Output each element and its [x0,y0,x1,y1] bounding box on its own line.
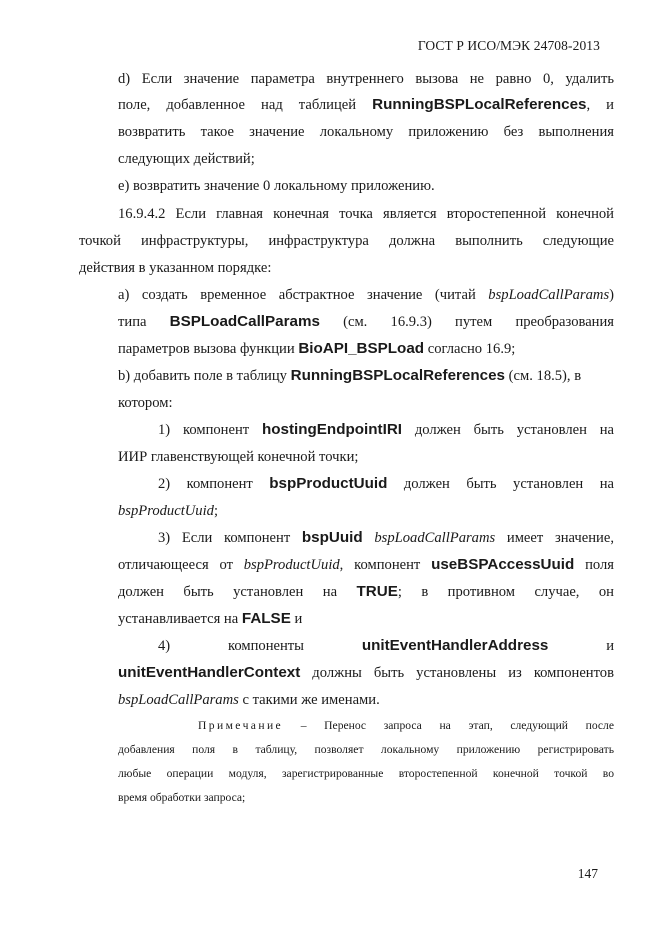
note-line: Примечание – Перенос запроса на этап, следующий после [198,719,614,732]
text-line: unitEventHandlerContext должны быть установлены из компонентов [118,664,614,681]
code-term: unitEventHandlerContext [118,664,301,681]
text-line: должен быть установлен на TRUE; в противном случае, он [118,583,614,600]
text-line: bspProductUuid; [118,503,218,519]
code-term: TRUE [356,583,398,600]
code-term: BioAPI_BSPLoad [298,340,425,357]
code-term: bspProductUuid [269,475,388,492]
text-line: 1) компонент hostingEndpointIRI должен быть установлен на [158,421,614,438]
code-term: useBSPAccessUuid [431,556,575,573]
text-line: 4) компоненты unitEventHandlerAddress и [158,637,614,654]
note-line: добавления поля в таблицу, позволяет локальному приложению регистрировать [118,743,614,756]
text-line: точкой инфраструктуры, инфраструктура должна выполнить следующие [79,233,614,249]
code-term: RunningBSPLocalReferences [290,367,505,384]
document-header: ГОСТ Р ИСО/МЭК 24708-2013 [417,38,600,53]
text-line: отличающееся от bspProductUuid, компонент useBSPAccessUuid поля [118,556,614,573]
text-line: 3) Если компонент bspUuid bspLoadCallParams имеет значение, [158,529,614,546]
text-line: поле, добавленное над таблицей RunningBSPLocalReferences, и [118,96,614,113]
text-line: ИИР главенствующей конечной точки; [118,449,359,465]
text-line: типа BSPLoadCallParams (см. 16.9.3) путем преобразования [118,313,615,330]
text-line: устанавливается на FALSE и [118,610,303,627]
note-line: время обработки запроса; [118,791,246,804]
text-line: следующих действий; [118,151,255,167]
note-line: любые операции модуля, зарегистрированные второстепенной конечной точкой во [118,767,614,780]
text-line: котором: [118,395,173,411]
text-line: действия в указанном порядке: [79,260,272,276]
text-line: параметров вызова функции BioAPI_BSPLoad согласно 16.9; [118,340,516,357]
text-line: d) Если значение параметра внутреннего вызова не равно 0, удалить [118,71,614,87]
code-term: unitEventHandlerAddress [361,637,549,654]
page-number: 147 [577,866,598,881]
text-line: b) добавить поле в таблицу RunningBSPLocalReferences (см. 18.5), в [118,367,582,384]
text-line: возвратить такое значение локальному приложению без выполнения [118,124,614,140]
code-term: bspUuid [301,529,363,546]
note-label: Примечание [198,719,284,732]
code-term: hostingEndpointIRI [261,421,403,438]
text-line: e) возвратить значение 0 локальному приложению. [118,178,435,194]
text-line: 16.9.4.2 Если главная конечная точка является второстепенной конечной [118,206,614,222]
code-term: RunningBSPLocalReferences [372,96,587,113]
text-line: 2) компонент bspProductUuid должен быть установлен на [158,475,614,492]
text-line: a) создать временное абстрактное значение (читай bspLoadCallParams) [118,287,614,303]
code-term: BSPLoadCallParams [169,313,320,330]
code-term: FALSE [241,610,291,627]
text-line: bspLoadCallParams с такими же именами. [118,692,380,708]
